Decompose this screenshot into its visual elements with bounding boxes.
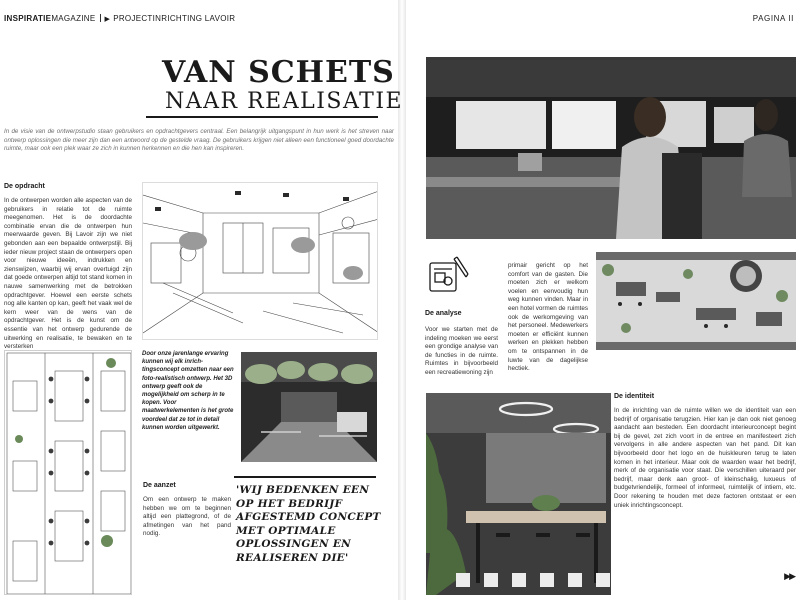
brand-light: MAGAZINE: [51, 14, 96, 23]
floorplan-render-drawing: [596, 252, 796, 350]
render-plants-drawing: [241, 352, 377, 462]
analyse-heading: De analyse: [425, 310, 462, 317]
page-header: [4, 14, 235, 23]
render-image-plants: [241, 352, 377, 462]
intro-text: In de visie van de ontwerpstudio staan gebruikers en opdrachtgevers centraal. Een belangrijk uitgangspunt in hun werk is het streven naar ontwerp oplossingen die meer zijn dan een antwoord op de gestelde vraag. De gebruikers krijgen niet alleen een functioneel goed doordachte ruimte, maar ook een plek waar ze zich in kunnen herkennen en die hen kan inspireren.: [4, 128, 394, 153]
pull-quote: 'WIJ BEDENKEN EEN OP HET BEDRIJF AFGESTEMD CONCEPT MET OPTIMALE OPLOSSINGEN EN REALISEREN DIE': [236, 484, 381, 564]
drawing-tablet-icon: [424, 253, 470, 299]
note-3d-design: Door onze jarenlange ervaring kunnen wij elk inrich-tingsconcept omzetten naar een foto-realistisch ontwerp. Het 3D ontwerp geeft ook de mogelijkheid om scherp in te kopen. Voor maatwerkelementen is het grote voordeel dat ze tot in detail kunnen worden uitgewerkt.: [142, 351, 234, 431]
aanzet-heading: De aanzet: [143, 482, 176, 489]
page-number: PAGINA II: [752, 14, 794, 23]
title-rule: [146, 116, 378, 118]
title-line-1: VAN SCHETS: [162, 55, 395, 90]
floorplan-drawing: [5, 351, 132, 595]
triangle-right-icon: ▶: [104, 16, 111, 23]
floorplan-image: [4, 350, 132, 595]
identiteit-text: In de inrichting van de ruimte willen we de identiteit van een bedrijf of organisatie terugzien. Hier kan je dan ook niet genoeg aandacht aan besteden. Een doordacht interieurconcept begint bij de gevel, zet zich voort in de entree en manifesteert zich vervolgens in alle andere aspecten van het pand. Dit kan bijvoorbeeld door het logo en de huiskleuren terug te laten komen in het interieur. Maar ook de waarden waar het bedrijf, merk of de organisatie voor staat. Die verschillen uiteraard per bedrijf, maar denk aan groot- of kleinschalig, luxueus of budgetvriendelijk, formeel of informeel, ruimtelijk of intiem, etc. Door rekening te houden met deze factoren ontstaat er een uniek inrichtingsconcept.: [614, 407, 796, 509]
kitchen-render-image: [426, 393, 611, 595]
office-photo-drawing: [426, 57, 796, 239]
sketch-drawing: [143, 183, 378, 340]
identiteit-heading: De identiteit: [614, 393, 655, 400]
brand-bold: INSPIRATIE: [4, 14, 52, 23]
sketch-image: [142, 182, 378, 340]
title-line-2: NAAR REALISATIE: [165, 89, 404, 114]
opdracht-text: In de ontwerpen worden alle aspecten van de gebruikers in relatie tot de ruimte meegenomen. Het is de doordachte combinatie ervan die de ontwerpen hun meerwaarde geven. Bij Lavoir zijn we niet gebonden aan een bepaalde ontwerpstijl. Bij ieder nieuw project staan de ontwerpers open voor nieuwe ideeën, indrukken en zienswijzen, waarbij wij ervan overtuigd zijn dat goede ontwerpen altijd tot stand komen in nauwe samenwerking met de betrokken opdrachtgever. Hoewel een eerste schets nog alle kanten op kan, geeft het vaak wel de kern weer van de wens van de opdrachtgever. Het is de kunst om de essentie van het ontwerp gedurende de uitwerking en realisatie, te bewaken en te versterken: [4, 197, 132, 351]
header-separator: [100, 14, 101, 22]
analyse-text-right: primair gericht op het comfort van de gasten. Die moeten zich er welkom voelen en eenvoudig hun weg kunnen vinden. Maar in een hotel vormen de ruimtes ook de werkomgeving van het personeel. Medewerkers moeten er efficiënt kunnen werken en plekken hebben om te ontspannen in de luwte van de dagelijkse hectiek.: [508, 262, 588, 373]
opdracht-heading: De opdracht: [4, 183, 45, 190]
section-name: PROJECTINRICHTING LAVOIR: [113, 14, 236, 23]
kitchen-render-drawing: [426, 393, 611, 595]
aanzet-text: Om een ontwerp te maken hebben we om te beginnen altijd een plattegrond, of de afmetingen van het pand nodig.: [143, 496, 231, 538]
double-arrow-right-icon[interactable]: ▶▶: [784, 571, 794, 581]
floorplan-render-image: [596, 252, 796, 350]
quote-rule: [234, 476, 376, 478]
office-photo: [426, 57, 796, 239]
analyse-text-left: Voor we starten met de indeling moeken we eerst een grondige analyse van de functies in de ruimte. Ruimtes in bijvoorbeeld een recreatiewoning zijn: [425, 326, 498, 376]
